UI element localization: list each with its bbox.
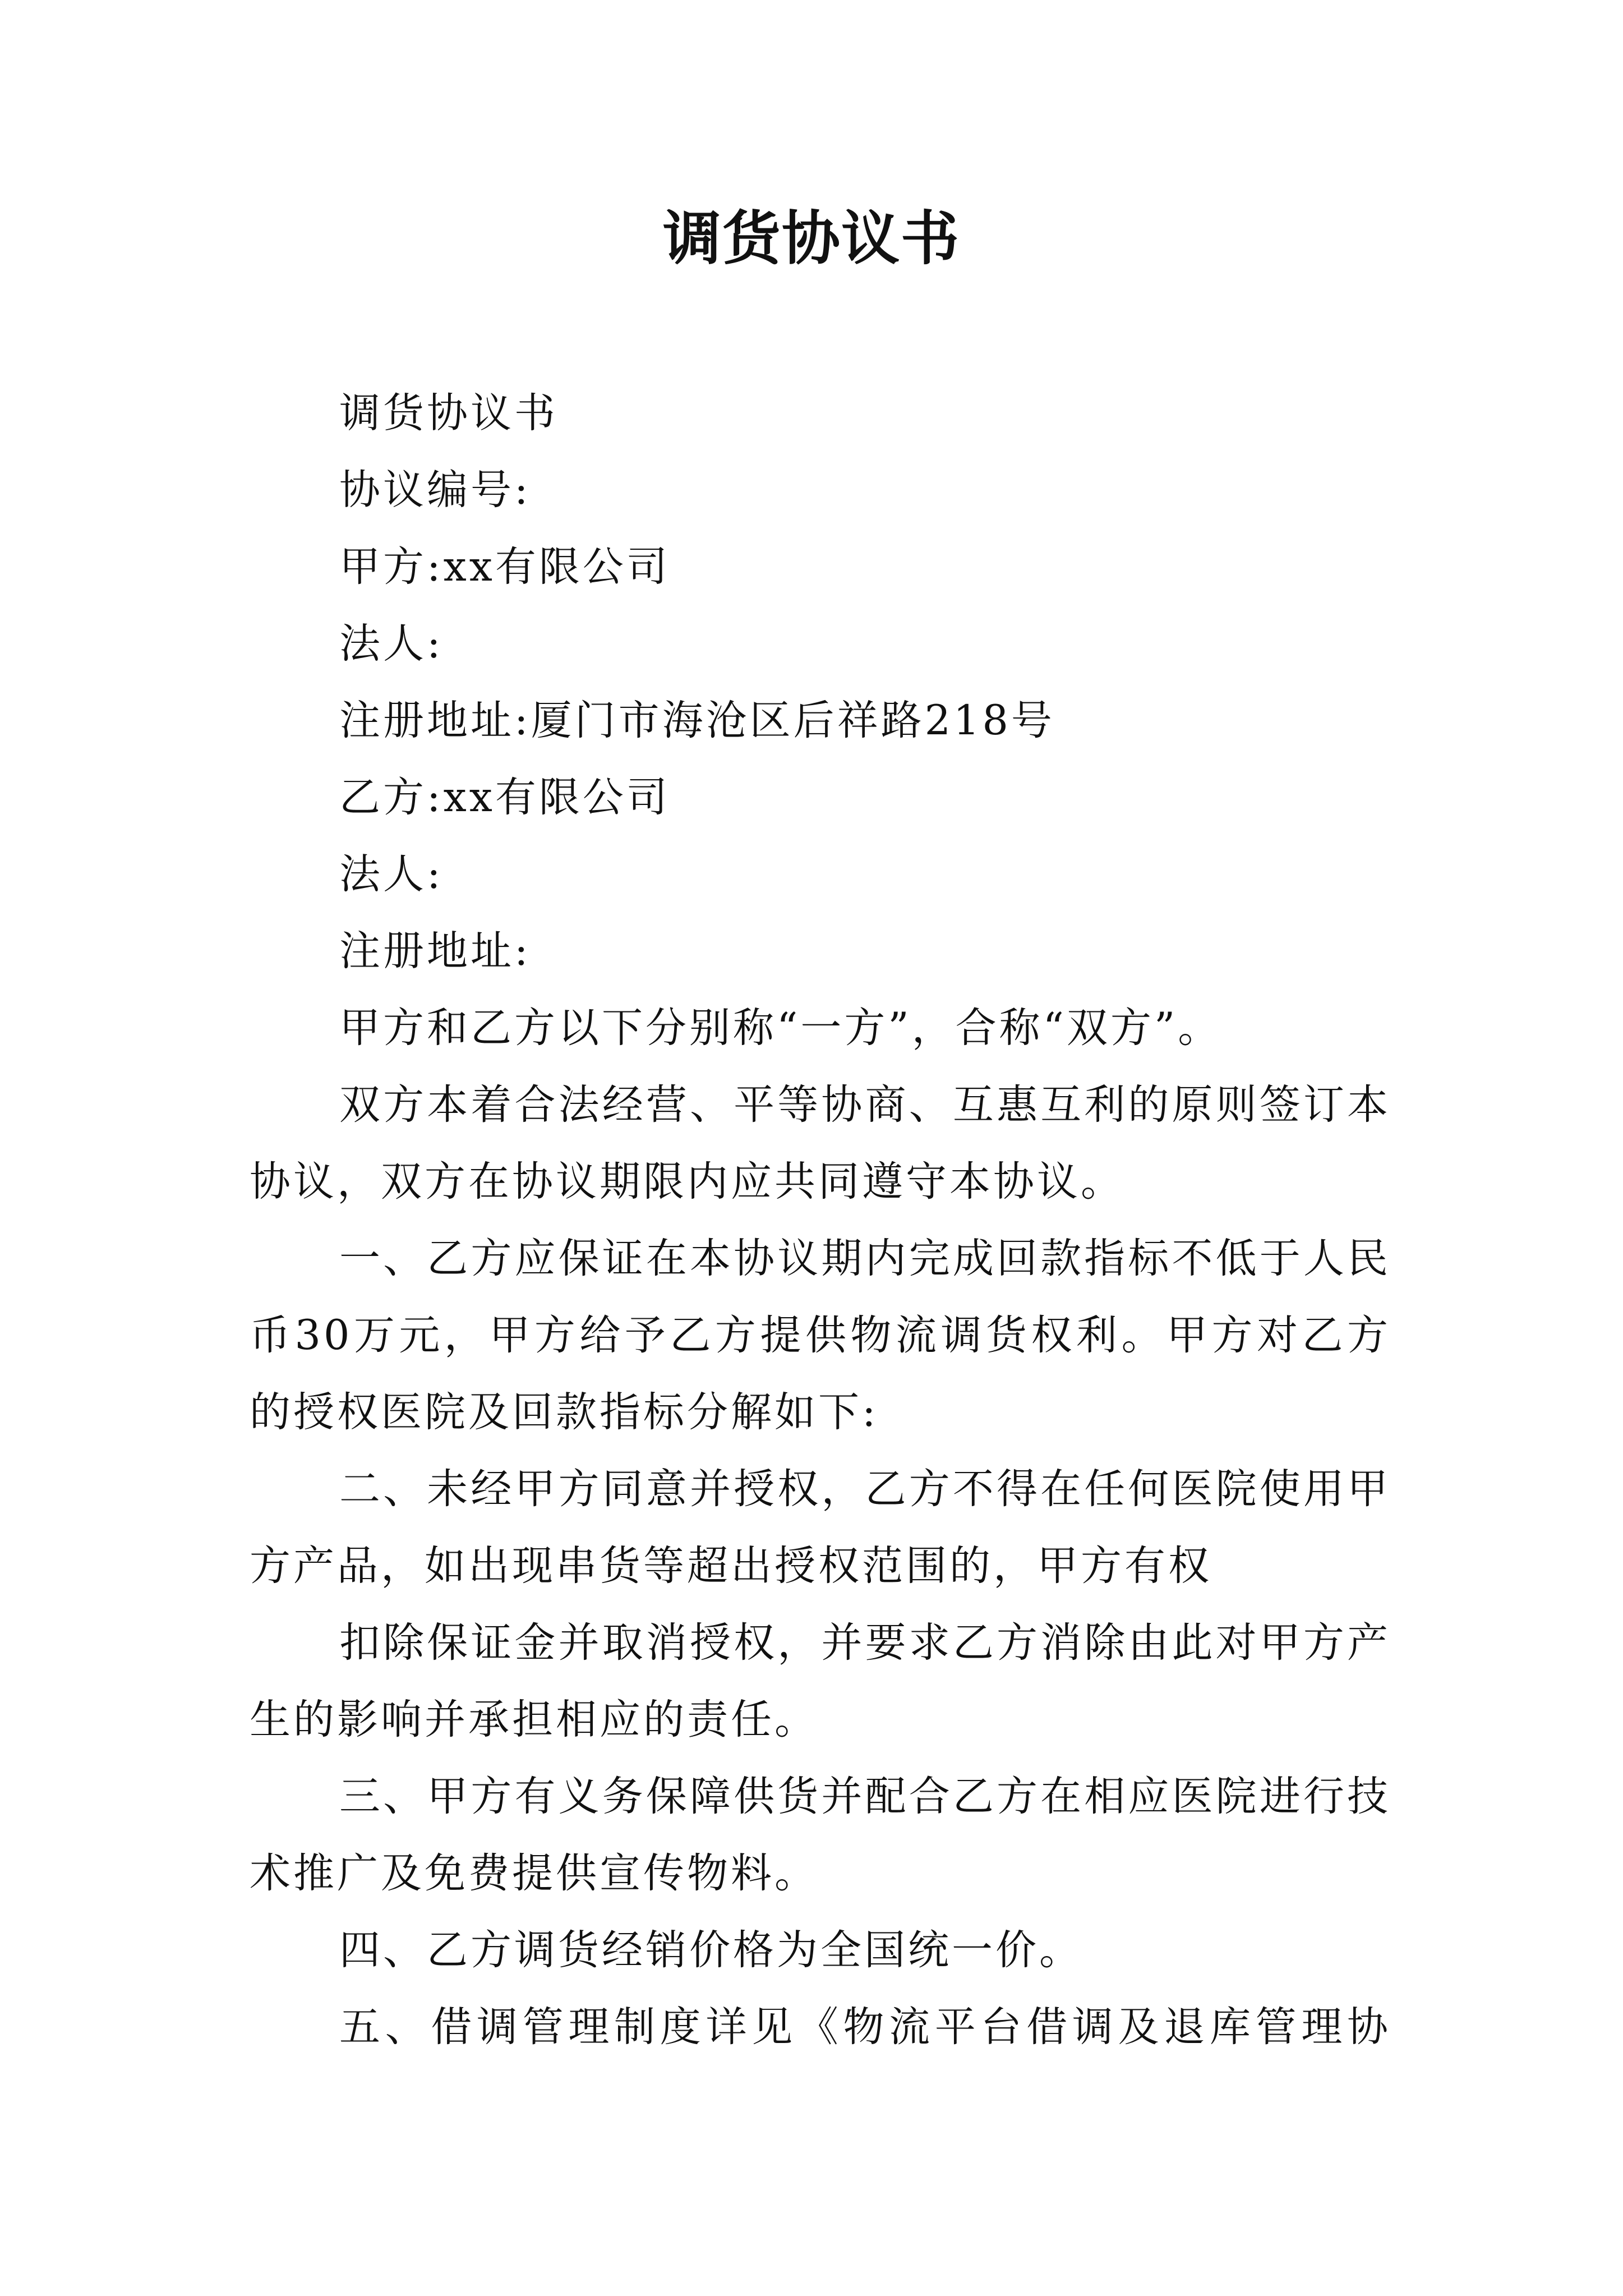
clause-4-line-1: 四、乙方调货经销价格为全国统一价。 (339, 1926, 1083, 1974)
party-b-line: 乙方:xx有限公司 (339, 774, 670, 821)
document-body (250, 375, 1391, 2065)
clause-1-line-2: 币30万元，甲方给予乙方提供物流调货权利。甲方对乙方 (250, 1312, 1391, 1359)
document-title: 调货协议书 (662, 204, 960, 273)
clause-1-line-1: 一、乙方应保证在本协议期内完成回款指标不低于人民 (339, 1235, 1391, 1282)
clause-1-line-3: 的授权医院及回款指标分解如下: (250, 1388, 879, 1436)
agreement-number-line: 协议编号: (339, 466, 531, 514)
preamble-line-1: 双方本着合法经营、平等协商、互惠互利的原则签订本 (339, 1081, 1391, 1129)
clause-2-line-4: 生的影响并承担相应的责任。 (250, 1696, 818, 1743)
heading-line: 调货协议书 (339, 389, 558, 437)
clause-3-line-1: 三、甲方有义务保障供货并配合乙方在相应医院进行技 (339, 1773, 1391, 1820)
clause-2-line-1: 二、未经甲方同意并授权，乙方不得在任何医院使用甲 (339, 1465, 1391, 1513)
party-b-legal-person-line: 法人: (339, 850, 444, 898)
party-a-address-line: 注册地址:厦门市海沧区后祥路218号 (339, 697, 1055, 744)
clause-3-line-2: 术推广及免费提供宣传物料。 (250, 1849, 818, 1897)
party-a-legal-person-line: 法人: (339, 620, 444, 668)
party-b-address-line: 注册地址: (339, 927, 531, 975)
party-a-line: 甲方:xx有限公司 (339, 543, 670, 591)
clause-2-line-3: 扣除保证金并取消授权，并要求乙方消除由此对甲方产 (339, 1619, 1391, 1667)
clause-5-line-1: 五、借调管理制度详见《物流平台借调及退库管理协 (339, 2003, 1391, 2051)
clause-2-line-2: 方产品，如出现串货等超出授权范围的，甲方有权 (250, 1542, 1212, 1590)
preamble-line-2: 协议，双方在协议期限内应共同遵守本协议。 (250, 1158, 1124, 1205)
parties-definition-line: 甲方和乙方以下分别称“一方”，合称“双方”。 (339, 1004, 1222, 1052)
